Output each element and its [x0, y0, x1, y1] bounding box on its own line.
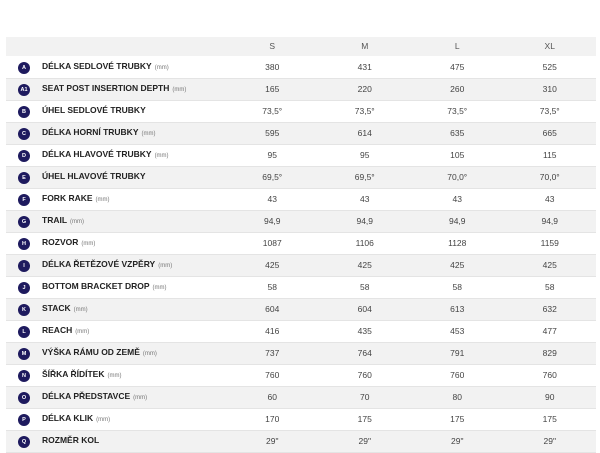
value-cell: 43 — [319, 189, 412, 211]
value-cell: 380 — [226, 57, 319, 79]
value-cell: 475 — [411, 57, 504, 79]
value-cell: 70,0° — [504, 167, 597, 189]
value-cell: 310 — [504, 79, 597, 101]
label-cell — [42, 343, 226, 365]
value-cell: 69,5° — [226, 167, 319, 189]
value-cell: 604 — [226, 299, 319, 321]
value-cell: 73,5° — [226, 101, 319, 123]
badge-cell — [6, 211, 42, 233]
badge-cell — [6, 189, 42, 211]
table-row — [6, 211, 596, 233]
label-cell — [42, 233, 226, 255]
dimension-label: ŠÍŘKA ŘÍDÍTEK — [42, 369, 105, 379]
label-cell — [42, 409, 226, 431]
dimension-badge: A — [18, 62, 30, 74]
dimension-unit: (mm) — [142, 351, 157, 357]
dimension-badge: H — [18, 238, 30, 250]
dimension-label: DÉLKA HLAVOVÉ TRUBKY — [42, 149, 152, 159]
value-cell: 453 — [411, 321, 504, 343]
badge-cell — [6, 343, 42, 365]
badge-cell — [6, 233, 42, 255]
value-cell: 175 — [319, 409, 412, 431]
dimension-unit: (mm) — [154, 153, 169, 159]
label-cell — [42, 123, 226, 145]
value-cell: 604 — [319, 299, 412, 321]
badge-cell — [6, 167, 42, 189]
badge-cell — [6, 101, 42, 123]
dimension-badge: Q — [18, 436, 30, 448]
value-cell: 760 — [319, 365, 412, 387]
value-cell: 58 — [411, 277, 504, 299]
value-cell: 58 — [319, 277, 412, 299]
value-cell: 477 — [504, 321, 597, 343]
value-cell: 43 — [504, 189, 597, 211]
table-row — [6, 189, 596, 211]
badge-cell — [6, 321, 42, 343]
value-cell: 665 — [504, 123, 597, 145]
dimension-badge: O — [18, 392, 30, 404]
dimension-badge: M — [18, 348, 30, 360]
value-cell: 737 — [226, 343, 319, 365]
value-cell: 73,5° — [504, 101, 597, 123]
header-empty-label — [42, 37, 226, 57]
value-cell: 94,9 — [411, 211, 504, 233]
badge-cell — [6, 277, 42, 299]
dimension-label: ÚHEL HLAVOVÉ TRUBKY — [42, 171, 146, 181]
label-cell — [42, 189, 226, 211]
label-cell — [42, 255, 226, 277]
dimension-unit: (mm) — [107, 373, 122, 379]
table-row — [6, 409, 596, 431]
value-cell: 425 — [411, 255, 504, 277]
value-cell: 94,9 — [504, 211, 597, 233]
dimension-unit: (mm) — [96, 417, 111, 423]
badge-cell — [6, 299, 42, 321]
badge-cell — [6, 255, 42, 277]
badge-cell — [6, 57, 42, 79]
value-cell: 525 — [504, 57, 597, 79]
value-cell: 73,5° — [319, 101, 412, 123]
value-cell: 1087 — [226, 233, 319, 255]
table-row — [6, 431, 596, 453]
dimension-label: ÚHEL SEDLOVÉ TRUBKY — [42, 105, 146, 115]
dimension-unit: (mm) — [75, 329, 90, 335]
dimension-label: STACK — [42, 303, 71, 313]
dimension-unit: (mm) — [152, 285, 167, 291]
dimension-unit: (mm) — [172, 87, 187, 93]
dimension-unit: (mm) — [133, 395, 148, 401]
dimension-label: REACH — [42, 325, 73, 335]
dimension-badge: J — [18, 282, 30, 294]
value-cell: 635 — [411, 123, 504, 145]
value-cell: 95 — [319, 145, 412, 167]
value-cell: 80 — [411, 387, 504, 409]
table-row — [6, 123, 596, 145]
value-cell: 29" — [319, 431, 412, 453]
header-size: S — [226, 37, 319, 57]
header-size: M — [319, 37, 412, 57]
label-cell — [42, 277, 226, 299]
value-cell: 1159 — [504, 233, 597, 255]
value-cell: 29" — [411, 431, 504, 453]
geometry-table — [6, 37, 596, 453]
value-cell: 73,5° — [411, 101, 504, 123]
value-cell: 58 — [504, 277, 597, 299]
value-cell: 43 — [226, 189, 319, 211]
table-row — [6, 365, 596, 387]
value-cell: 95 — [226, 145, 319, 167]
badge-cell — [6, 145, 42, 167]
dimension-badge: I — [18, 260, 30, 272]
value-cell: 115 — [504, 145, 597, 167]
value-cell: 29" — [504, 431, 597, 453]
value-cell: 70 — [319, 387, 412, 409]
badge-cell — [6, 387, 42, 409]
dimension-label: VÝŠKA RÁMU OD ZEMĚ — [42, 347, 140, 357]
label-cell — [42, 211, 226, 233]
value-cell: 94,9 — [226, 211, 319, 233]
table-row — [6, 321, 596, 343]
header-size: L — [411, 37, 504, 57]
label-cell — [42, 321, 226, 343]
dimension-label: SEAT POST INSERTION DEPTH — [42, 83, 170, 93]
value-cell: 425 — [319, 255, 412, 277]
value-cell: 58 — [226, 277, 319, 299]
table-row — [6, 387, 596, 409]
header-row — [6, 37, 596, 57]
value-cell: 1106 — [319, 233, 412, 255]
label-cell — [42, 101, 226, 123]
dimension-label: BOTTOM BRACKET DROP — [42, 281, 150, 291]
badge-cell — [6, 123, 42, 145]
badge-cell — [6, 431, 42, 453]
label-cell — [42, 79, 226, 101]
dimension-badge: F — [18, 194, 30, 206]
value-cell: 632 — [504, 299, 597, 321]
table-row — [6, 167, 596, 189]
value-cell: 829 — [504, 343, 597, 365]
label-cell — [42, 57, 226, 79]
value-cell: 90 — [504, 387, 597, 409]
dimension-label: DÉLKA HORNÍ TRUBKY — [42, 127, 139, 137]
table-row — [6, 343, 596, 365]
value-cell: 165 — [226, 79, 319, 101]
badge-cell — [6, 79, 42, 101]
value-cell: 175 — [411, 409, 504, 431]
label-cell — [42, 431, 226, 453]
dimension-badge: E — [18, 172, 30, 184]
value-cell: 43 — [411, 189, 504, 211]
dimension-badge: P — [18, 414, 30, 426]
value-cell: 70,0° — [411, 167, 504, 189]
dimension-label: FORK RAKE — [42, 193, 93, 203]
value-cell: 29" — [226, 431, 319, 453]
label-cell — [42, 365, 226, 387]
value-cell: 764 — [319, 343, 412, 365]
dimension-unit: (mm) — [81, 241, 96, 247]
value-cell: 425 — [226, 255, 319, 277]
header-empty-badge — [6, 37, 42, 57]
table-row — [6, 79, 596, 101]
label-cell — [42, 145, 226, 167]
table-row — [6, 299, 596, 321]
header-size: XL — [504, 37, 597, 57]
badge-cell — [6, 365, 42, 387]
geometry-table-body — [6, 57, 596, 453]
value-cell: 595 — [226, 123, 319, 145]
dimension-badge: C — [18, 128, 30, 140]
label-cell — [42, 167, 226, 189]
dimension-unit: (mm) — [141, 131, 156, 137]
value-cell: 416 — [226, 321, 319, 343]
value-cell: 614 — [319, 123, 412, 145]
value-cell: 1128 — [411, 233, 504, 255]
dimension-label: DÉLKA KLIK — [42, 413, 94, 423]
dimension-label: DÉLKA ŘETĚZOVÉ VZPĚRY — [42, 259, 156, 269]
table-row — [6, 101, 596, 123]
badge-cell — [6, 409, 42, 431]
value-cell: 760 — [226, 365, 319, 387]
table-row — [6, 233, 596, 255]
label-cell — [42, 299, 226, 321]
table-row — [6, 255, 596, 277]
dimension-badge: A1 — [18, 84, 30, 96]
dimension-unit: (mm) — [95, 197, 110, 203]
value-cell: 105 — [411, 145, 504, 167]
table-row — [6, 57, 596, 79]
value-cell: 613 — [411, 299, 504, 321]
table-row — [6, 277, 596, 299]
value-cell: 760 — [504, 365, 597, 387]
dimension-label: ROZVOR — [42, 237, 79, 247]
label-cell — [42, 387, 226, 409]
value-cell: 431 — [319, 57, 412, 79]
dimension-badge: L — [18, 326, 30, 338]
value-cell: 94,9 — [319, 211, 412, 233]
dimension-label: ROZMĚR KOL — [42, 435, 100, 445]
dimension-badge: D — [18, 150, 30, 162]
dimension-label: TRAIL — [42, 215, 68, 225]
dimension-unit: (mm) — [154, 65, 169, 71]
dimension-unit: (mm) — [73, 307, 88, 313]
dimension-unit: (mm) — [70, 219, 85, 225]
dimension-unit: (mm) — [158, 263, 173, 269]
table-row — [6, 145, 596, 167]
dimension-badge: K — [18, 304, 30, 316]
value-cell: 60 — [226, 387, 319, 409]
value-cell: 791 — [411, 343, 504, 365]
value-cell: 170 — [226, 409, 319, 431]
dimension-label: DÉLKA SEDLOVÉ TRUBKY — [42, 61, 152, 71]
value-cell: 220 — [319, 79, 412, 101]
dimension-label: DÉLKA PŘEDSTAVCE — [42, 391, 131, 401]
dimension-badge: B — [18, 106, 30, 118]
dimension-badge: G — [18, 216, 30, 228]
value-cell: 175 — [504, 409, 597, 431]
value-cell: 760 — [411, 365, 504, 387]
value-cell: 435 — [319, 321, 412, 343]
dimension-badge: N — [18, 370, 30, 382]
value-cell: 69,5° — [319, 167, 412, 189]
value-cell: 425 — [504, 255, 597, 277]
value-cell: 260 — [411, 79, 504, 101]
